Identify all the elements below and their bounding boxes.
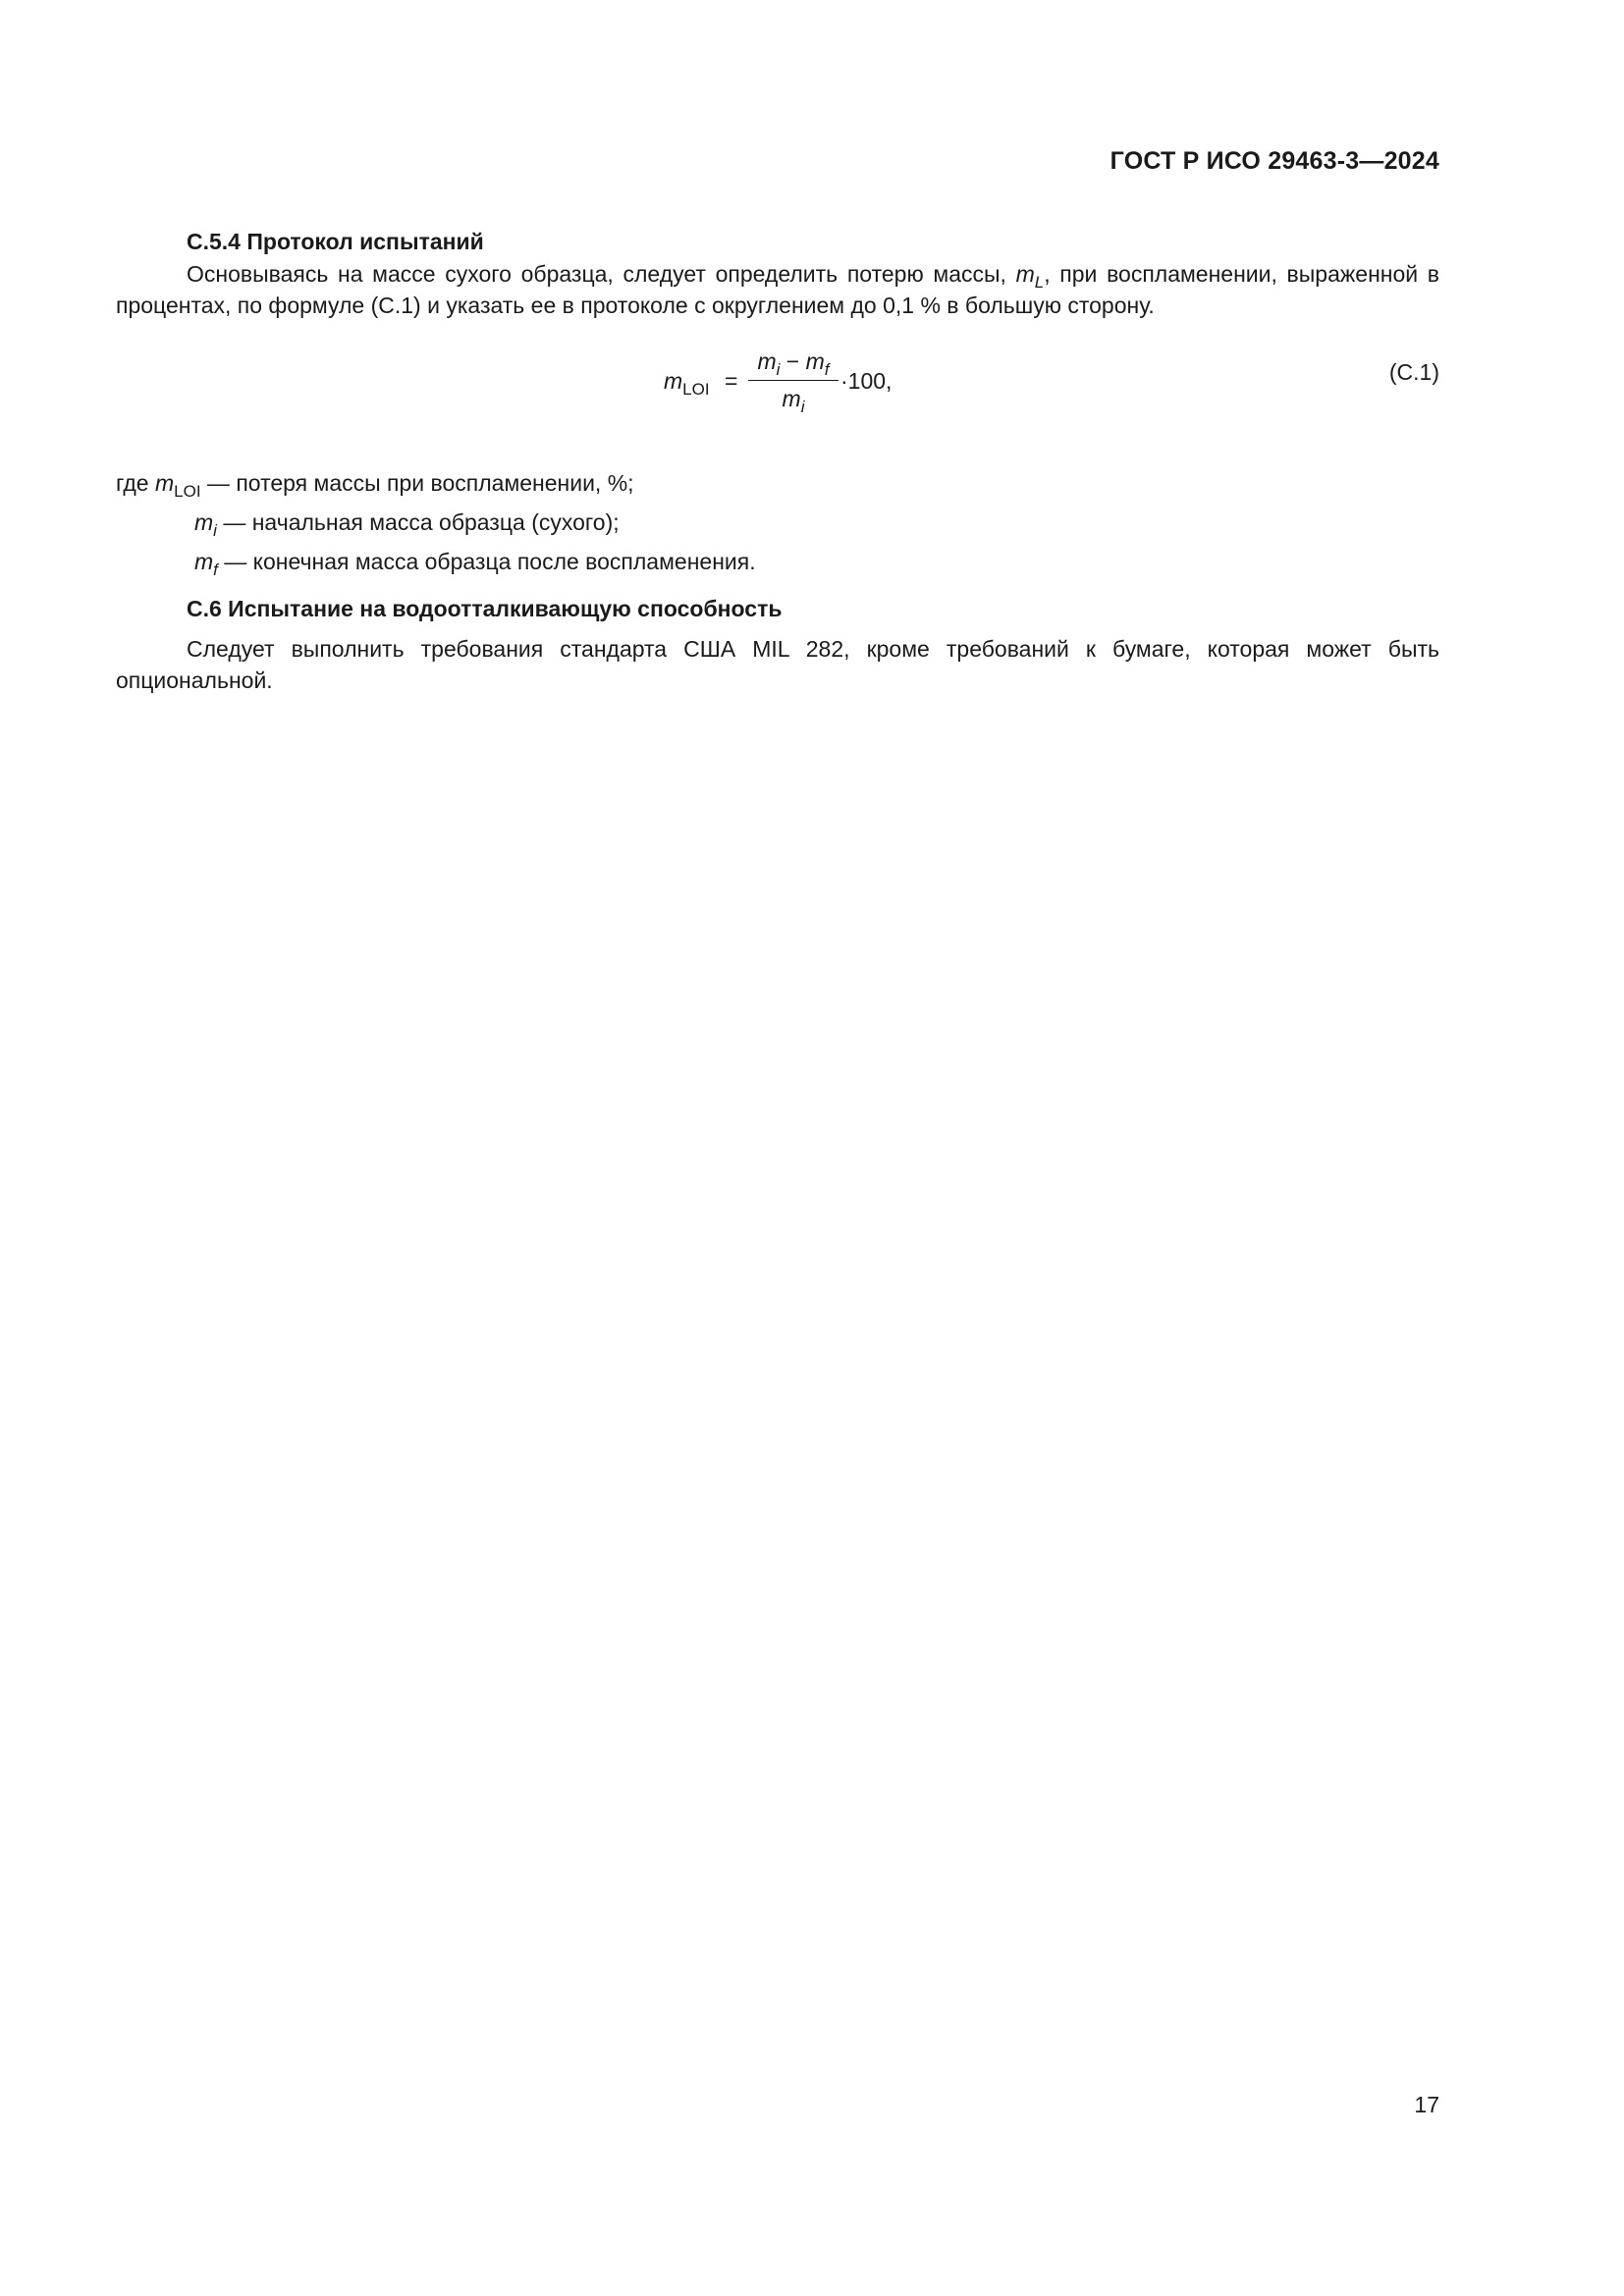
- formula-num-var2: m: [805, 348, 825, 374]
- paragraph-c54: [116, 258, 1439, 321]
- formula-num-var1: m: [757, 348, 777, 374]
- definition-var: m: [154, 470, 175, 496]
- definition-text: — потеря массы при воспламенении, %;: [200, 470, 634, 496]
- paragraph-c6-text: Следует выполнить требования стандарта США MIL 282, кроме требований к бумаге, которая может быть опциональной.: [116, 636, 1439, 693]
- formula-lhs-sub: LOI: [682, 380, 710, 399]
- definition-var: m: [194, 509, 214, 535]
- definition-line-mloi: [116, 470, 634, 501]
- paragraph-c54-text-before: Основываясь на массе сухого образца, следует определить потерю массы,: [187, 261, 1016, 287]
- section-title-c6: С.6 Испытание на водоотталкивающую способность: [187, 596, 783, 621]
- definition-sub: i: [213, 521, 217, 540]
- formula-num-sub2: f: [824, 360, 830, 379]
- formula-number: (С.1): [1388, 359, 1439, 385]
- document-code: ГОСТ Р ИСО 29463-3—2024: [1110, 147, 1439, 175]
- definition-line-mf: [194, 549, 756, 579]
- formula-lhs: [664, 368, 710, 399]
- formula-den-var: m: [782, 386, 801, 411]
- variable-m: m: [1015, 261, 1035, 287]
- formula-multiplier: ·100,: [840, 368, 893, 394]
- formula-num-sub1: i: [776, 360, 781, 379]
- formula-lhs-var: m: [664, 368, 683, 394]
- formula-numerator: [748, 348, 839, 379]
- definition-text: — конечная масса образца после воспламенения.: [217, 549, 756, 574]
- fraction-bar: [748, 380, 839, 381]
- formula-minus: −: [785, 348, 800, 374]
- definition-sub: LOI: [174, 482, 201, 501]
- definition-line-mi: [194, 509, 620, 540]
- paragraph-c54-text-after: , при воспламенении, выраженной в процентах, по формуле (С.1) и указать ее в протоколе с округлением до 0,1 % в большую сторону.: [116, 261, 1440, 318]
- paragraph-c6: [116, 633, 1439, 696]
- where-lead: где: [116, 470, 155, 496]
- formula-equals: =: [725, 368, 738, 394]
- formula-denominator: [748, 386, 839, 416]
- page-number: 17: [1414, 2092, 1439, 2117]
- variable-subscript: L: [1034, 273, 1045, 292]
- definition-sub: f: [213, 561, 218, 579]
- section-title-c54: С.5.4 Протокол испытаний: [187, 229, 484, 254]
- definition-var: m: [194, 549, 214, 574]
- formula-den-sub: i: [800, 398, 805, 416]
- definition-text: — начальная масса образца (сухого);: [216, 509, 620, 535]
